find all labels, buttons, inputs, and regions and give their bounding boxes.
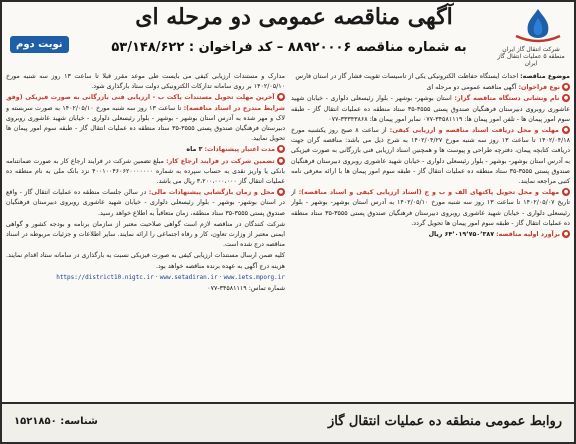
paragraph: [291, 83, 570, 93]
label: نوع فراخوان:: [518, 84, 560, 92]
paragraph: [6, 157, 285, 188]
label: آخرین مهلت تحویل مستندات پاکت ب - ارزیابی فنی بازرگانی به صورت فیزیکی (وفق شرایط مندرج در اسناد مناقصه):: [6, 94, 285, 112]
footer-code: شناسه: ۱۵۲۱۸۵۰: [14, 416, 98, 427]
paragraph: [291, 72, 570, 82]
round-badge: نوبت دوم: [10, 36, 69, 53]
text: از ساعت ۸ صبح روز یکشنبه مورخ ۱۴۰۲/۰۴/۱۸ تا ساعت ۱۳ روز سه شنبه مورخ ۱۴۰۲/۰۴/۲۷ به شرح ذیل می باشد: مناقصه گران جهت دریافت کتابچه پیمان، دفترچه طراحی و پیوست ها و همچنین اسناد ارزیابی فنی بازرگانی به صورت فیزیکی به آدرس استان بوشهر- بوشهر - بلوار رئیسعلی دلواری - خیابان شهید عاشوری روبروی دبیرستان فرهنگیان صندوق پستی ۳۵۵۵-۳۵ ستاد منطقه ده عملیات انتقال گاز - طبقه سوم امور پیمان ها با ارائه معرفی نامه کتبی مراجعه نمایند.: [291, 127, 570, 186]
text: استان بوشهر- بوشهر - بلوار رئیسعلی دلواری - خیابان شهید عاشوری روبروی دبیرستان فرهنگیان صندوق پستی ۳۵۵۵-۳۵ ستاد منطقه ده عملیات انتقال گاز - طبقه سوم امور پیمان ها - تلفن امور پیمان ها: ۳۴۵۸۱۱۱۹-۰۷۷ نمابر امور پیمان ها: ۳۳۳۴۳۸۶۸-۰۷۷: [291, 95, 570, 123]
paragraph: [291, 94, 570, 125]
bullet-icon: ●: [278, 189, 284, 196]
company-line-2: منطقه ۵ عملیات انتقال گاز ایران: [497, 53, 565, 67]
paragraph: [6, 220, 285, 251]
company-line-1: شرکت انتقال گاز ایران: [502, 46, 560, 53]
bullet-icon: ●: [563, 231, 569, 238]
page-title: آگهی مناقصه عمومی دو مرحله ای: [135, 4, 453, 30]
footer: [2, 402, 574, 442]
label: مهلت و محل تحویل پاکتهای الف و ب و ج (اسناد ارزیابی کیفی و اسناد مناقصه):: [298, 189, 560, 197]
text: احداث ایستگاه حفاظت الکترونیکی یکی از تاسیسات تقویت فشار گاز در استان فارس: [295, 73, 519, 80]
text: مبلغ تضمین شرکت در فرایند ارجاع کار به صورت ضمانتنامه بانکی یا واریز نقدی به حساب سپرده به شماره ۴۰۰۱۰۰۴۶۰۶۲۰۰۰۰۰۰۰ نزد بانک ملی به نام منطقه ده عملیات انتقال گاز ۳،۲۰۰،۰۰۰،۰۰۰ ریال می باشد.: [6, 157, 285, 186]
setad-link[interactable]: www.setadiran.ir: [159, 273, 218, 281]
text: تا ساعت ۱۳ روز سه شنبه مورخ ۱۴۰۲/۰۵/۱۰ به صورت سربسته و لاک و مهر شده به آدرس استان بوشهر - بوشهر - بلوار رئیسعلی دلواری - خیابان شهید عاشوری روبروی دبیرستان فرهنگیان صندوق پستی ۳۵۵۵-۳۵ ستاد منطقه ده عملیات انتقال گاز - طبقه سوم امور پیمان ها تحویل نمایید.: [6, 104, 285, 143]
label: مدت اعتبار پیشنهادات:: [204, 146, 275, 154]
paragraph: [6, 145, 285, 155]
bullet-icon: ●: [563, 95, 569, 102]
company-logo-icon: [510, 6, 566, 46]
text: ۶۴٬۰۱۹٬۷۵۰٬۳۸۷ ریال: [428, 231, 495, 239]
right-column: [291, 72, 570, 402]
label: تضمین شرکت در فرایند ارجاع کار:: [166, 157, 275, 165]
tender-number: به شماره مناقصه ۸۸۹۲۰۰۰۶ – کد فراخوان : ۵۳/۱۴۸/۶۲۲: [111, 40, 467, 55]
paragraph: [6, 188, 285, 219]
label: برآورد اولیه مناقصه:: [496, 231, 560, 239]
company-name: [492, 46, 570, 67]
paragraph: [6, 93, 285, 144]
label: مهلت و محل دریافت اسناد مناقصه و ارزیابی کیفی:: [389, 127, 559, 135]
website-link[interactable]: https://district10.nigtc.ir: [56, 273, 154, 281]
label: نام ونشانی دستگاه مناقصه گزار:: [454, 95, 560, 103]
label: موضوع مناقصه:: [520, 73, 570, 80]
text: کلیه ضمن ارسال مستندات ارزیابی کیفی به صورت فیزیکی نسبت به بارگذاری در سامانه ستاد اقدام نمایند. هزینه درج آگهی به عهده برنده مناقصه خواهد بود.: [6, 252, 285, 270]
text: ۳ ماه: [186, 146, 203, 154]
bullet-icon: ●: [563, 127, 569, 134]
paragraph: [291, 188, 570, 229]
bullet-icon: ●: [563, 84, 569, 91]
paragraph: [291, 126, 570, 187]
bullet-icon: ●: [278, 157, 284, 164]
footer-title: روابط عمومی منطقه ده عملیات انتقال گاز: [327, 414, 562, 429]
label: محل و زمان بازگشایی پیشنهادات مالی:: [148, 189, 275, 197]
text: مدارک و مستندات ارزیابی کیفی می بایست طی موعد مقرر قبلا تا ساعت ۱۳ روز سه شنبه مورخ ۱۴۰۲/۰۵/۱۰ بر روی سامانه تدارکات الکترونیکی دولت ستاد بارگذاری شود.: [6, 73, 285, 91]
text: از تاریخ ۱۴۰۲/۰۵/۰۷ تا ساعت ۱۳ روز سه شنبه مورخ ۱۴۰۲/۰۵/۱۰ به آدرس استان بوشهر- بوشهر - بلوار رئیسعلی دلواری - خیابان شهید عاشوری روبروی دبیرستان فرهنگیان صندوق پستی ۳۵۵۵-۳۵ ستاد منطقه ده عملیات انتقال گاز - طبقه سوم امور پیمان ها تحویل گردد.: [291, 189, 570, 227]
bullet-icon: ●: [563, 189, 569, 196]
iets-link[interactable]: www.iets.mporg.ir: [223, 273, 285, 281]
text: در سالن جلسات منطقه ده عملیات انتقال گاز - واقع در استان بوشهر- بوشهر - بلوار رئیسعلی دلواری - خیابان شهید عاشوری روبروی دبیرستان فرهنگیان صندوق پستی ۳۵۵۵-۳۵ ستاد منطقه، زمان متعاقباً به اطلاع خواهد رسید.: [6, 189, 285, 217]
paragraph: [6, 72, 285, 92]
phone-note: شماره تماس: ۳۴۵۸۱۱۱۹-۰۷۷: [207, 285, 285, 293]
links-row: https://district10.nigtc.ir · www.setadiran.ir · www.iets.mporg.ir: [56, 273, 285, 281]
bullet-icon: ●: [278, 94, 284, 101]
text: آگهی مناقصه عمومی دو مرحله ای: [426, 84, 517, 92]
header: [2, 2, 574, 70]
content-columns: [6, 72, 570, 402]
paragraph: [291, 230, 570, 240]
paragraph: [6, 251, 285, 271]
bullet-icon: ●: [278, 146, 284, 153]
left-column: [6, 72, 285, 402]
text: شرکت کنندگان در مناقصه لازم است گواهی صلاحیت معتبر از سازمان برنامه و بودجه کشور و گواهی ایمنی معتبر از وزارت تعاون، کار و رفاه اجتماعی را ارائه نمایند. سایر اطلاعات و جزئیات مربوطه در اسناد مناقصه درج شده است.: [6, 220, 285, 249]
